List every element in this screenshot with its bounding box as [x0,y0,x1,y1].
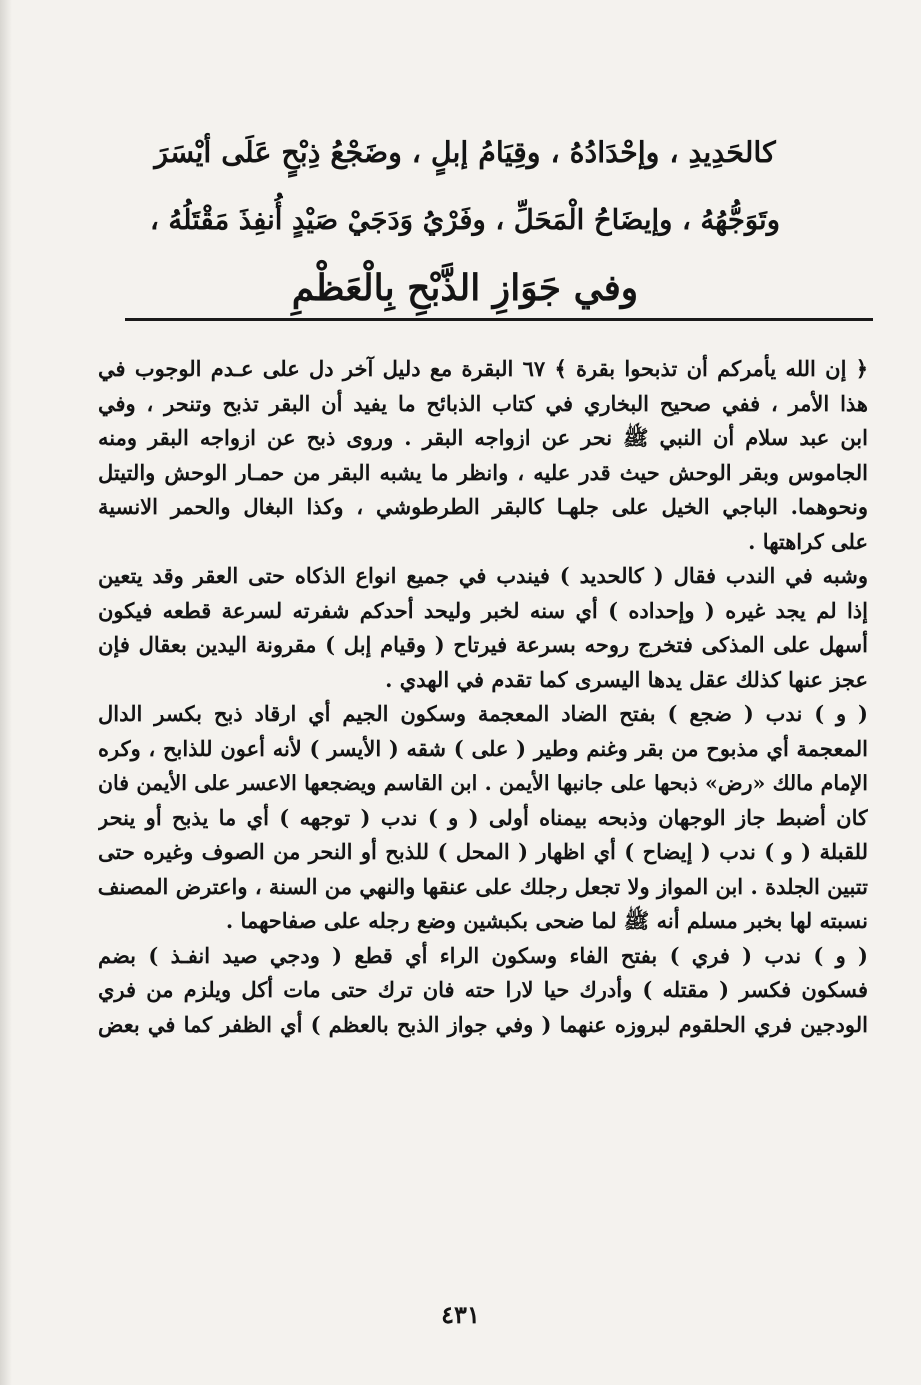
commentary-paragraph [98,559,868,697]
commentary-paragraph [98,697,868,939]
text-line: تتبين الجلدة . ابن المواز ولا تجعل رجلك على عنقها والنهي من السنة ، واعترض المصنف [98,873,868,899]
text-line: أسهل على المذكى فتخرج روحه بسرعة فيرتاح ( وقيام إبل ) مقرونة اليدين بعقال فإن [98,632,868,657]
page-edge-shadow [0,0,12,1385]
text-line: على كراهتها . [748,528,868,554]
text-line: المعجمة أي مذبوح من بقر وغنم وطير ( على ) شقه ( الأيسر ) لأنه أعون للذابح ، وكره [98,735,868,761]
text-line: ( و ) ندب ( فري ) بفتح الفاء وسكون الراء أي قطع ( ودجي صيد انفـذ ) بضم [98,942,868,968]
page-number: ٤٣١ [441,1300,480,1329]
text-line: ( و ) ندب ( ضجع ) بفتح الضاد المعجمة وسكون الجيم أي ارقاد ذبح بكسر الدال [98,701,868,726]
text-line: ﴿ إن الله يأمركم أن تذبحوا بقرة ﴾ ٦٧ البقرة مع دليل آخر دل على عـدم الوجوب في [98,356,868,381]
text-line: إذا لم يجد غيره ( وإحداده ) أي سنه لخبر وليحد أحدكم شفرته لسرعة قطعه فيكون [98,597,868,623]
text-line: ونحوهما. الباجي الخيل على جلهـا كالبقر الطرطوشي ، وكذا البغال والحمر الانسية [98,494,868,519]
text-line: كان أضبط جاز الوجهان وذبحه بيمناه أولى ( و ) ندب ( توجهه ) أي ما يذبح أو ينحر [98,804,868,830]
matn-line: كالحَدِيدِ ، وإحْدَادُهُ ، وقِيَامُ إبلٍ ، وضَجْعُ ذِبْحٍ عَلَى أيْسَرَ [154,135,776,169]
matn-text [150,118,780,322]
text-line: للقبلة ( و ) ندب ( إيضاح ) أي اظهار ( المحل ) للذبح أو النحر من الصوف وغيره حتى [98,839,868,864]
text-line: نسبته لها بخبر مسلم أنه ﷺ لما ضحى بكبشين وضع رجله على صفاحهما . [225,908,868,933]
separator-rule [125,318,873,321]
matn-line: وفي جَوَازِ الذَّبْحِ بِالْعَظْمِ [291,267,639,309]
commentary-paragraph [98,352,868,559]
matn-line: وتَوَجُّهُهُ ، وإيضَاحُ الْمَحَلِّ ، وفَرْيُ وَدَجَيْ صَيْدٍ أُنفِذَ مَقْتَلُهُ ، [149,204,780,236]
text-line: عجز عنها كذلك عقل يدها اليسرى كما تقدم في الهدي . [385,666,868,692]
text-line: ابن عبد سلام أن النبي ﷺ نحر عن ازواجه البقر . وروى ذبح عن ازواجه البقر ومنه [98,425,868,450]
text-line: وشبه في الندب فقال ( كالحديد ) فيندب في جميع انواع الذكاه حتى العقر وقد يتعين [98,563,868,588]
text-line: الودجين فري الحلقوم لبروزه عنهما ( وفي جواز الذبح بالعظم ) أي الظفر كما في بعض [98,1011,868,1037]
text-line: الجاموس وبقر الوحش حيث قدر عليه ، وانظر ما يشبه البقر من حمـار الوحش والتيتل [98,459,868,485]
text-line: هذا الأمر ، ففي صحيح البخاري في كتاب الذبائح ما يفيد أن البقر تذبح وتنحر ، وفي [98,390,868,416]
commentary-text [98,352,868,1042]
commentary-paragraph [98,939,868,1043]
text-line: فسكون فكسر ( مقتله ) وأدرك حيا لارا حته فان ترك حتى مات أكل ويلزم من فري [98,977,868,1002]
text-line: الإمام مالك «رض» ذبحها على جانبها الأيمن . ابن القاسم ويضجعها الاعسر على الأيمن فان [98,771,868,795]
